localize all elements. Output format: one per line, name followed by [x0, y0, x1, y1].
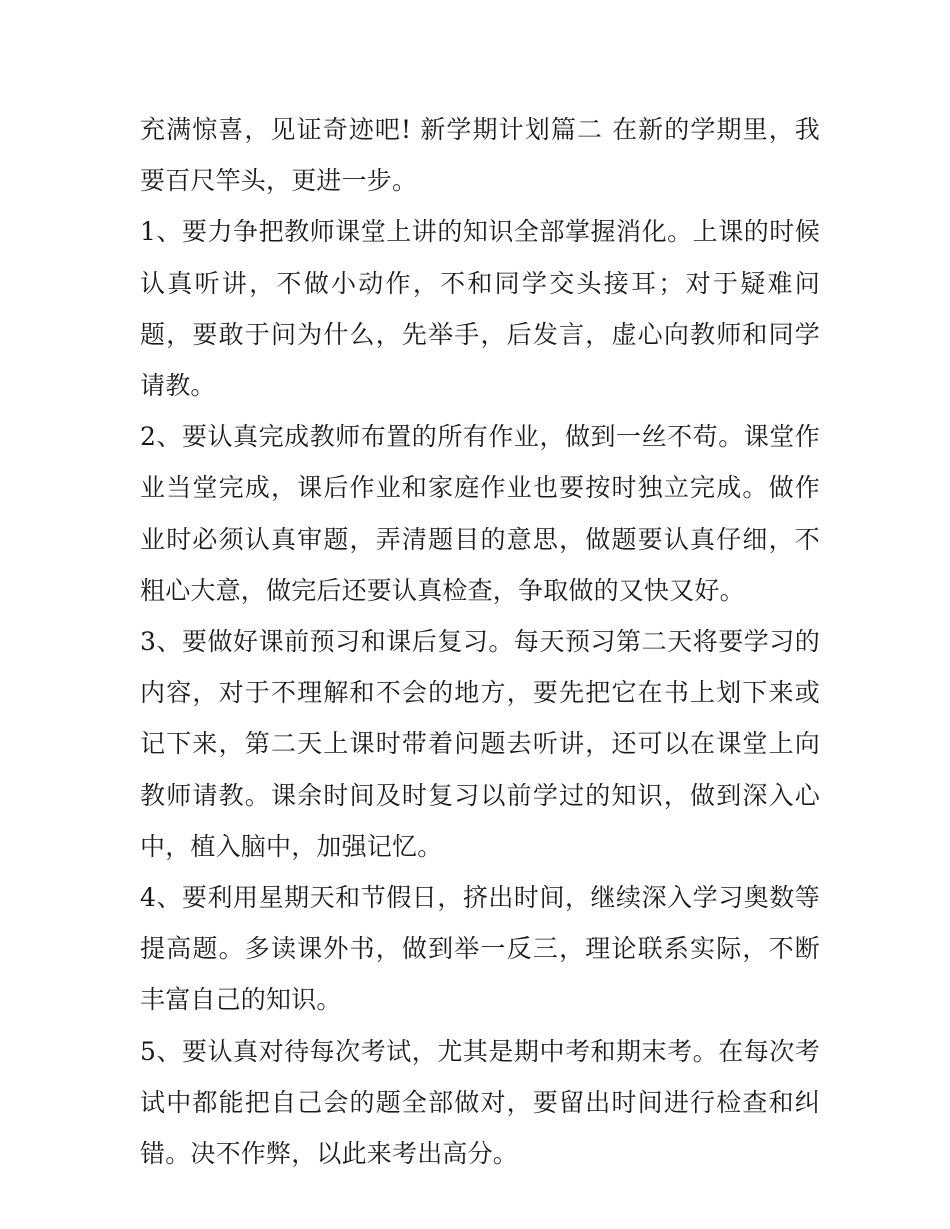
paragraph-item-5: 5、要认真对待每次考试，尤其是期中考和期末考。在每次考试中都能把自己会的题全部做对，要留出时间进行检查和纠错。决不作弊，以此来考出高分。 — [140, 1036, 820, 1169]
paragraph-item-4: 4、要利用星期天和节假日，挤出时间，继续深入学习奥数等提高题。多读课外书，做到举一反三，理论联系实际，不断丰富自己的知识。 — [140, 883, 820, 1015]
paragraph-item-2: 2、要认真完成教师布置的所有作业，做到一丝不苟。课堂作业当堂完成，课后作业和家庭作业也要按时独立完成。做作业时必须认真审题，弄清题目的意思，做题要认真仔细，不粗心大意，做完后还要认真检查，争取做的又快又好。 — [140, 422, 820, 605]
paragraph-item-1: 1、要力争把教师课堂上讲的知识全部掌握消化。上课的时候认真听讲，不做小动作，不和同学交头接耳；对于疑难问题，要敢于问为什么，先举手，后发言，虚心向教师和同学请教。 — [140, 217, 820, 401]
paragraph-item-3: 3、要做好课前预习和课后复习。每天预习第二天将要学习的内容，对于不理解和不会的地方，要先把它在书上划下来或记下来，第二天上课时带着问题去听讲，还可以在课堂上向教师请教。课余时间及时复习以前学过的知识，做到深入心中，植入脑中，加强记忆。 — [140, 627, 820, 861]
document-body — [140, 104, 820, 1179]
paragraph-intro: 充满惊喜，见证奇迹吧! 新学期计划篇二 在新的学期里，我要百尺竿头，更进一步。 — [140, 115, 820, 196]
